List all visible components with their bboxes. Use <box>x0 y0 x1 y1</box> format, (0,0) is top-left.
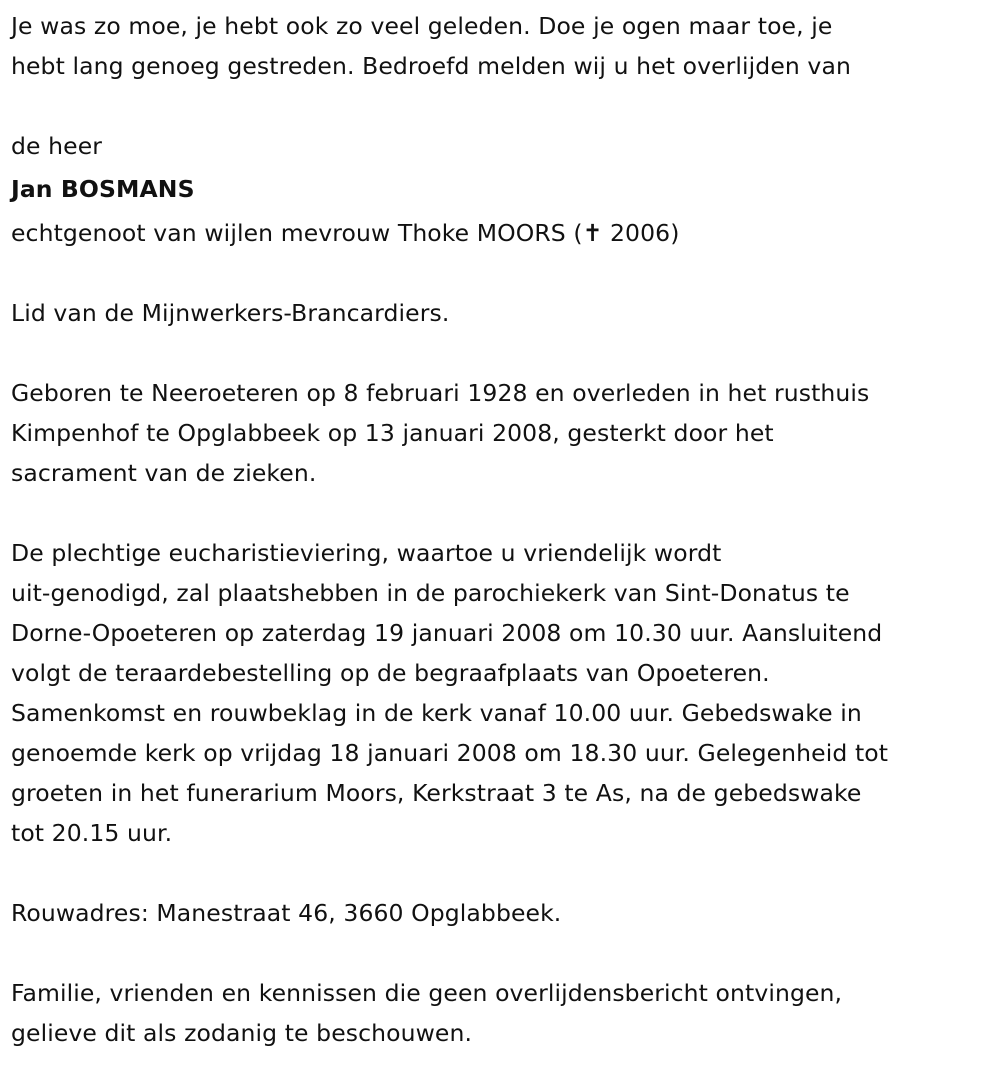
birth-death-line: sacrament van de zieken. <box>11 459 317 487</box>
birth-death-line: Geboren te Neeroeteren op 8 februari 1928 en overleden in het rusthuis <box>11 379 870 407</box>
spacer <box>11 333 996 373</box>
deceased-title: de heer <box>11 132 103 160</box>
closing-paragraph <box>11 973 996 1053</box>
birth-death-paragraph <box>11 373 996 493</box>
ceremony-line: genoemde kerk op vrijdag 18 januari 2008 om 18.30 uur. Gelegenheid tot <box>11 739 889 767</box>
intro-line: Je was zo moe, je hebt ook zo veel geleden. Doe je ogen maar toe, je <box>11 12 833 40</box>
ceremony-paragraph <box>11 533 996 853</box>
closing-line: Familie, vrienden en kennissen die geen overlijdensbericht ontvingen, <box>11 979 843 1007</box>
spacer <box>11 86 996 126</box>
ceremony-line: groeten in het funerarium Moors, Kerkstraat 3 te As, na de gebedswake <box>11 779 862 807</box>
ceremony-line: tot 20.15 uur. <box>11 819 173 847</box>
spacer <box>11 253 996 293</box>
deceased-block <box>11 126 996 253</box>
membership-line: Lid van de Mijnwerkers-Brancardiers. <box>11 299 450 327</box>
closing-line: gelieve dit als zodanig te beschouwen. <box>11 1019 473 1047</box>
spacer <box>11 933 996 973</box>
obituary-notice <box>11 6 996 1053</box>
mourning-address: Rouwadres: Manestraat 46, 3660 Opglabbeek. <box>11 899 562 927</box>
intro-line: hebt lang genoeg gestreden. Bedroefd melden wij u het overlijden van <box>11 52 851 80</box>
ceremony-line: volgt de teraardebestelling op de begraafplaats van Opoeteren. <box>11 659 770 687</box>
deceased-name: Jan BOSMANS <box>11 175 195 203</box>
ceremony-line: Samenkomst en rouwbeklag in de kerk vanaf 10.00 uur. Gebedswake in <box>11 699 862 727</box>
intro-paragraph <box>11 6 996 86</box>
ceremony-line: Dorne-Opoeteren op zaterdag 19 januari 2008 om 10.30 uur. Aansluitend <box>11 619 883 647</box>
spacer <box>11 853 996 893</box>
spacer <box>11 493 996 533</box>
birth-death-line: Kimpenhof te Opglabbeek op 13 januari 2008, gesterkt door het <box>11 419 774 447</box>
deceased-spouse: echtgenoot van wijlen mevrouw Thoke MOORS (✝ 2006) <box>11 219 680 247</box>
ceremony-line: uit-genodigd, zal plaatshebben in de parochiekerk van Sint-Donatus te <box>11 579 850 607</box>
ceremony-line: De plechtige eucharistieviering, waartoe u vriendelijk wordt <box>11 539 722 567</box>
